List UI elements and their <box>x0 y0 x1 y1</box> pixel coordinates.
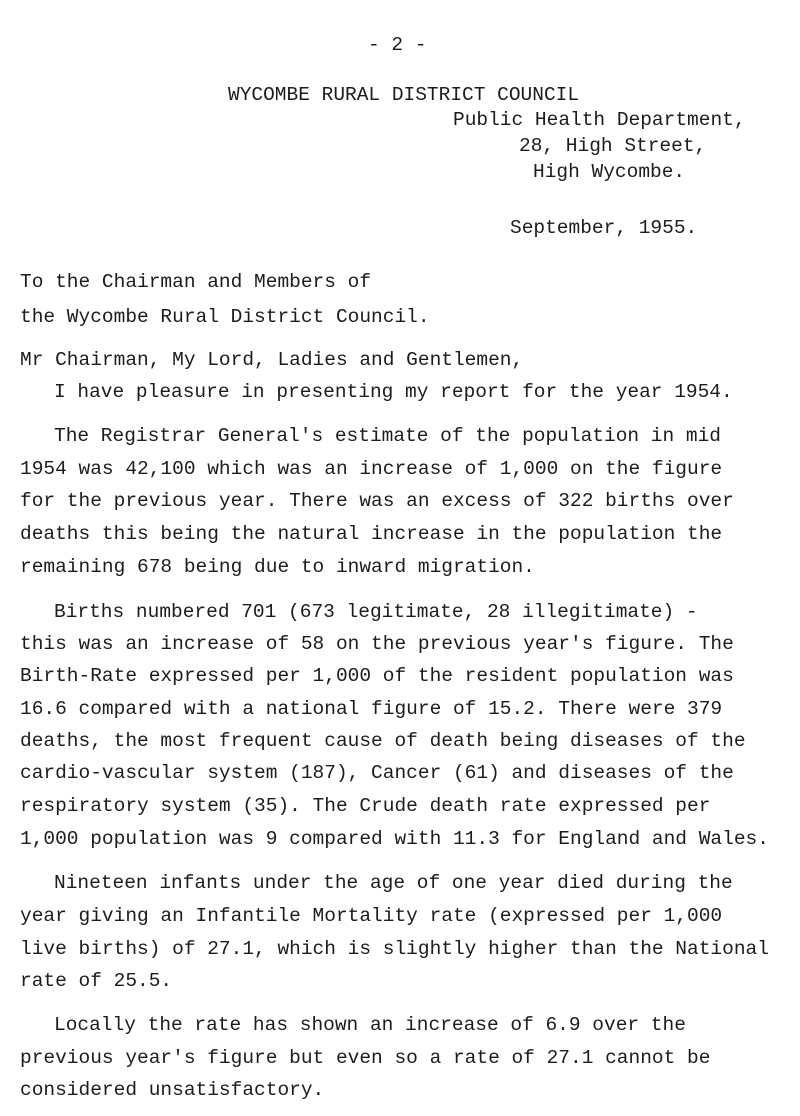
salutation-line-2: the Wycombe Rural District Council. <box>20 305 430 328</box>
births-deaths-paragraph-line: respiratory system (35). The Crude death rate expressed per <box>20 794 711 817</box>
births-deaths-paragraph-line: this was an increase of 58 on the previous year's figure. The <box>20 633 734 656</box>
infant-mortality-paragraph-line: year giving an Infantile Mortality rate (expressed per 1,000 <box>20 905 723 928</box>
births-deaths-paragraph-line: cardio-vascular system (187), Cancer (61) and diseases of the <box>20 762 734 785</box>
infant-mortality-paragraph-line: live births) of 27.1, which is slightly higher than the National <box>20 937 769 960</box>
council-title: WYCOMBE RURAL DISTRICT COUNCIL <box>228 84 580 107</box>
births-deaths-paragraph-line: Births numbered 701 (673 legitimate, 28 illegitimate) - <box>54 600 698 623</box>
infant-mortality-paragraph-line: Nineteen infants under the age of one year died during the <box>54 872 733 895</box>
local-rate-paragraph-line: considered unsatisfactory. <box>20 1078 325 1101</box>
local-rate-paragraph-line: Locally the rate has shown an increase of 6.9 over the <box>54 1014 686 1037</box>
births-deaths-paragraph-line: Birth-Rate expressed per 1,000 of the resident population was <box>20 665 734 688</box>
population-paragraph-line: The Registrar General's estimate of the population in mid <box>54 425 722 448</box>
local-rate-paragraph-line: previous year's figure but even so a rate of 27.1 cannot be <box>20 1046 711 1069</box>
births-deaths-paragraph-line: 16.6 compared with a national figure of 15.2. There were 379 <box>20 697 723 720</box>
births-deaths-paragraph-line: deaths, the most frequent cause of death being diseases of the <box>20 730 746 753</box>
salutation-line-3: Mr Chairman, My Lord, Ladies and Gentlemen, <box>20 348 524 371</box>
infant-mortality-paragraph-line: rate of 25.5. <box>20 969 173 992</box>
salutation-line-1: To the Chairman and Members of <box>20 271 372 294</box>
population-paragraph-line: deaths this being the natural increase in the population the <box>20 523 723 546</box>
address-line-3: High Wycombe. <box>533 160 686 183</box>
population-paragraph-line: for the previous year. There was an excess of 322 births over <box>20 490 734 513</box>
address-line-1: Public Health Department, <box>453 108 746 131</box>
letter-date: September, 1955. <box>510 216 698 239</box>
births-deaths-paragraph-line: 1,000 population was 9 compared with 11.3 for England and Wales. <box>20 827 769 850</box>
address-line-2: 28, High Street, <box>519 134 707 157</box>
population-paragraph-line: remaining 678 being due to inward migration. <box>20 555 535 578</box>
paragraph-intro: I have pleasure in presenting my report for the year 1954. <box>54 381 733 404</box>
page-number: - 2 - <box>368 34 427 57</box>
population-paragraph-line: 1954 was 42,100 which was an increase of 1,000 on the figure <box>20 457 723 480</box>
